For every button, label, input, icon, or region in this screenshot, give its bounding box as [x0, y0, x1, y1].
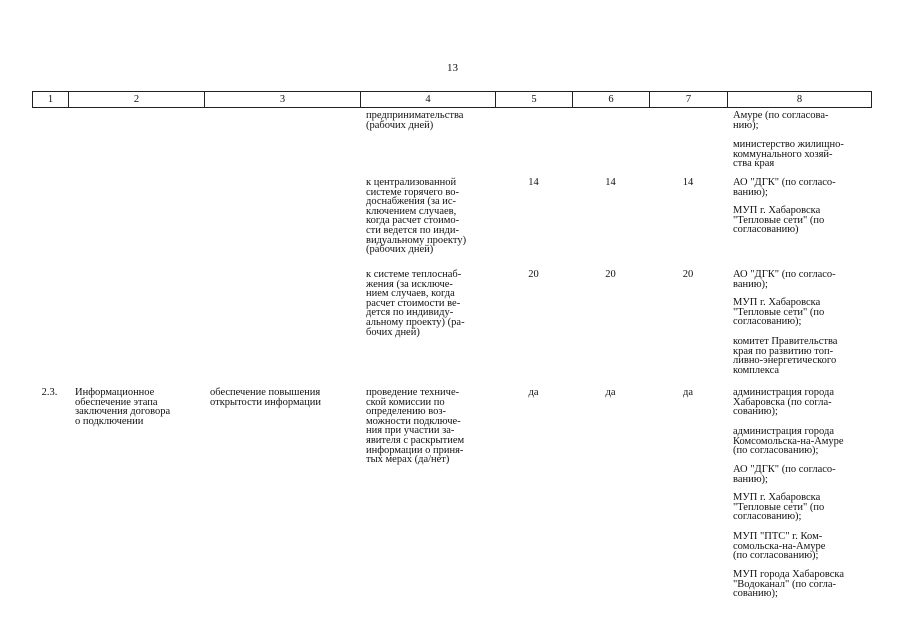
page-number: 13: [447, 62, 458, 74]
table-cell-responsible: Амуре (по согласова- нию);: [733, 110, 829, 131]
header-col-2: 2: [69, 92, 205, 107]
table-cell-responsible: МУП г. Хабаровска "Тепловые сети" (по согласованию);: [733, 492, 825, 523]
table-cell-responsible: МУП г. Хабаровска "Тепловые сети" (по согласованию): [733, 205, 825, 236]
table-cell-goal: обеспечение повышения открытости информации: [210, 387, 322, 408]
table-cell-number: 2.3.: [41, 387, 58, 398]
table-cell-responsible: министерство жилищно- коммунального хозяй- ства края: [733, 139, 844, 170]
header-col-1: 1: [33, 92, 69, 107]
table-cell-responsible: АО "ДГК" (по согласо- ванию);: [733, 269, 836, 290]
table-cell-value-col6: да: [605, 387, 616, 398]
table-cell-indicator: предпринимательства (рабочих дней): [366, 110, 464, 131]
table-cell-responsible: МУП города Хабаровска "Водоканал" (по согла- сованию);: [733, 569, 845, 600]
header-col-6: 6: [573, 92, 650, 107]
table-cell-value-col5: 20: [528, 269, 539, 280]
table-cell-event: Информационное обеспечение этапа заключения договора о подключении: [75, 387, 171, 427]
table-cell-value-col6: 20: [605, 269, 616, 280]
table-cell-responsible: МУП "ПТС" г. Ком- сомольска-на-Амуре (по согласованию);: [733, 531, 826, 562]
header-col-3: 3: [205, 92, 361, 107]
table-cell-indicator: проведение техниче- ской комиссии по определению воз- можности подключе- ния при участии за- явителя с раскрытием информации о приня- тых мерах (да/нет): [366, 387, 465, 466]
header-col-8: 8: [796, 94, 803, 105]
table-cell-indicator: к системе теплоснаб- жения (за исключе- нием случаев, когда расчет стоимости ве- дется по индивиду- альному проекту) (ра- бочих дней): [366, 269, 465, 338]
header-col-7: 7: [650, 92, 728, 107]
table-cell-responsible: администрация города Комсомольска-на-Амуре (по согласованию);: [733, 426, 844, 457]
table-cell-value-col5: 14: [528, 177, 539, 188]
table-cell-indicator: к централизованной системе горячего во- доснабжения (за ис- ключением случаев, когда расчет стоимо- сти ведется по инди- видуальному проекту) (рабочих дней): [366, 177, 467, 256]
table-cell-value-col7: 14: [682, 177, 694, 188]
table-cell-responsible: администрация города Хабаровска (по согла- сованию);: [733, 387, 834, 418]
table-cell-responsible: комитет Правительства края по развитию топ- ливно-энергетического комплекса: [733, 336, 838, 376]
table-cell-value-col5: да: [528, 387, 539, 398]
table-cell-value-col7: да: [682, 387, 693, 398]
table-cell-responsible: МУП г. Хабаровска "Тепловые сети" (по согласованию);: [733, 297, 825, 328]
header-col-5: 5: [496, 92, 573, 107]
table-cell-value-col6: 14: [605, 177, 616, 188]
header-col-4: 4: [361, 92, 496, 107]
table-header-row: [32, 91, 872, 108]
table-cell-value-col7: 20: [682, 269, 694, 280]
table-cell-responsible: АО "ДГК" (по согласо- ванию);: [733, 177, 836, 198]
table-cell-responsible: АО "ДГК" (по согласо- ванию);: [733, 464, 836, 485]
